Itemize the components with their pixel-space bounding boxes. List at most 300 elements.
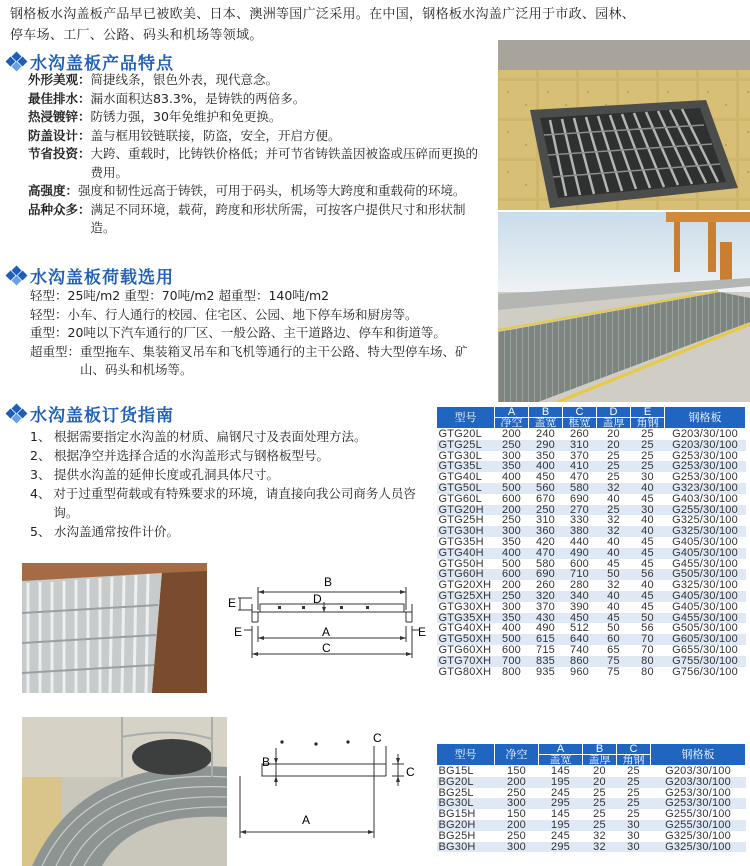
table-cell: G505/30/100	[665, 569, 746, 580]
feature-label: 热浸镀锌：	[28, 109, 91, 124]
load-label: 轻型：	[30, 306, 68, 322]
feature-label: 最佳排水：	[28, 90, 91, 106]
table-cell: 75	[597, 656, 631, 667]
order-number: 1、	[30, 429, 51, 444]
table-cell: G325/30/100	[665, 515, 746, 526]
table-cell: 250	[495, 440, 529, 451]
table-cell: 512	[563, 623, 597, 634]
table-cell: 80	[631, 667, 665, 678]
load-title: 水沟盖板荷载选用	[30, 268, 174, 288]
order-item	[30, 522, 430, 541]
grate-photo-dock	[498, 212, 750, 402]
table-header-cell: C	[617, 744, 651, 755]
table-cell: GTG30L	[437, 451, 495, 462]
table-cell: 500	[495, 483, 529, 494]
feature-text: 满足不同环境，载荷，跨度和形状所需，可按客户提供尺寸和形状制造。	[90, 201, 466, 235]
dim-label-c-top: C	[373, 731, 382, 745]
table-header-cell: 钢格板	[651, 744, 746, 766]
table-cell: 250	[495, 788, 539, 799]
table-cell: GTG25XH	[437, 591, 495, 602]
dim-label-e-left: E	[234, 625, 243, 639]
feature-item	[28, 71, 483, 90]
table-cell: G323/30/100	[665, 483, 746, 494]
feature-label: 节省投资：	[28, 146, 91, 161]
table-subheader-cell: 盖厚	[597, 418, 631, 429]
table-cell: 490	[563, 548, 597, 559]
table-cell: G203/30/100	[651, 766, 746, 777]
features-title: 水沟盖板产品特点	[30, 54, 174, 74]
table-cell: 280	[563, 580, 597, 591]
feature-label: 品种众多：	[28, 201, 91, 217]
dim-label-d: D	[313, 592, 322, 606]
table-cell: 40	[631, 483, 665, 494]
table-cell: 25	[597, 451, 631, 462]
table-cell: 250	[495, 591, 529, 602]
load-list	[30, 287, 485, 380]
dim-label-c: C	[322, 641, 331, 655]
table-cell: 200	[495, 580, 529, 591]
table-cell: BG30L	[437, 798, 495, 809]
table-cell: 260	[563, 429, 597, 440]
table-cell: 580	[563, 483, 597, 494]
table-cell: 25	[617, 798, 651, 809]
table-cell: GTG20L	[437, 429, 495, 440]
dim-label-e-top: E	[228, 596, 237, 610]
table-cell: BG20L	[437, 777, 495, 788]
table-cell: G405/30/100	[665, 537, 746, 548]
table-cell: GTG35H	[437, 537, 495, 548]
table-cell: 300	[495, 798, 539, 809]
feature-text: 漏水面积达83.3%，是铸铁的两倍多。	[90, 90, 306, 106]
table-cell: 25	[631, 461, 665, 472]
table-cell: GTG80XH	[437, 667, 495, 678]
order-item	[30, 484, 430, 522]
table-cell: G755/30/100	[665, 656, 746, 667]
table-header-cell: D	[597, 407, 631, 418]
table-cell: 370	[529, 602, 563, 613]
table-cell: GTG40XH	[437, 623, 495, 634]
order-text: 根据净空并选择合适的水沟盖形式与钢格板型号。	[54, 448, 330, 463]
table-cell: 25	[583, 798, 617, 809]
load-item	[30, 324, 485, 343]
table-cell: GTG50H	[437, 559, 495, 570]
table-cell: GTG25H	[437, 515, 495, 526]
table-cell: 670	[529, 494, 563, 505]
feature-label: 高强度：	[28, 183, 79, 198]
table-header-cell: 型号	[437, 744, 495, 766]
table-cell: G405/30/100	[665, 548, 746, 559]
feature-item	[28, 90, 483, 109]
table-cell: 295	[539, 798, 583, 809]
table-header-cell: B	[529, 407, 563, 418]
table-cell: 350	[495, 613, 529, 624]
table-cell: 60	[597, 634, 631, 645]
table-subheader-cell: 净空	[495, 418, 529, 429]
table-cell: BG25H	[437, 831, 495, 842]
table-cell: 250	[529, 505, 563, 516]
order-item	[30, 446, 430, 465]
table-cell: 835	[529, 656, 563, 667]
feature-text: 简捷线条，银色外表，现代意念。	[90, 72, 279, 87]
table-cell: G325/30/100	[651, 842, 746, 853]
table-header-cell: C	[563, 407, 597, 418]
table-cell: 400	[495, 548, 529, 559]
table-cell: 32	[583, 831, 617, 842]
table-cell: 25	[617, 777, 651, 788]
table-cell: GTG40H	[437, 548, 495, 559]
table-cell: 70	[631, 634, 665, 645]
table-cell: 30	[631, 472, 665, 483]
table-cell: 40	[597, 602, 631, 613]
table-cell: G405/30/100	[665, 602, 746, 613]
table-cell: 290	[529, 440, 563, 451]
table-cell: 40	[597, 591, 631, 602]
table-cell: 960	[563, 667, 597, 678]
feature-label: 防盖设计：	[28, 127, 91, 143]
grate-photo-platform	[22, 717, 227, 866]
feature-item	[28, 145, 483, 182]
table-cell: 200	[495, 820, 539, 831]
table-cell: 195	[539, 777, 583, 788]
table-cell: 360	[529, 526, 563, 537]
table-cell: G403/30/100	[665, 494, 746, 505]
feature-item	[28, 127, 483, 146]
table-cell: 245	[539, 831, 583, 842]
grate-photo-floor	[22, 563, 207, 693]
order-title: 水沟盖板订货指南	[30, 406, 174, 426]
table-cell: 310	[529, 515, 563, 526]
table-cell: 430	[529, 613, 563, 624]
feature-label: 外形美观：	[28, 72, 91, 87]
table-cell: G255/30/100	[665, 505, 746, 516]
table-cell: 145	[539, 809, 583, 820]
table-cell: G655/30/100	[665, 645, 746, 656]
table-cell: 710	[563, 569, 597, 580]
table-cell: 150	[495, 766, 539, 777]
table-cell: 25	[617, 788, 651, 799]
table-cell: 30	[631, 505, 665, 516]
table-row	[437, 602, 746, 613]
table-header-cell: 钢格板	[665, 407, 746, 429]
table-cell: 600	[563, 559, 597, 570]
table-cell: 640	[563, 634, 597, 645]
table-cell: 380	[563, 526, 597, 537]
table-cell: 300	[495, 451, 529, 462]
table-cell: 300	[495, 602, 529, 613]
table-cell: 470	[563, 472, 597, 483]
table-cell: 350	[495, 461, 529, 472]
table-subheader-cell: 盖厚	[583, 755, 617, 766]
table-cell: 200	[495, 429, 529, 440]
order-list	[30, 427, 430, 541]
diamond-icon	[6, 53, 26, 71]
order-text: 水沟盖通常按件计价。	[54, 524, 180, 539]
dim-label-a: A	[322, 625, 331, 639]
order-item	[30, 427, 430, 446]
table-cell: G756/30/100	[665, 667, 746, 678]
load-text: 小车、行人通行的校园、住宅区、公园、地下停车场和厨房等。	[67, 306, 418, 322]
table-cell: GTG30XH	[437, 602, 495, 613]
table-row	[437, 831, 746, 842]
feature-text: 大跨、重载时，比铸铁价格低；并可节省铸铁盖因被盗或压碎而更换的费用。	[90, 146, 479, 180]
table-cell: 50	[597, 623, 631, 634]
table-cell: 45	[597, 613, 631, 624]
table-cell: 420	[529, 537, 563, 548]
table-cell: 260	[529, 580, 563, 591]
table-cell: 56	[631, 569, 665, 580]
table-cell: 450	[529, 472, 563, 483]
table-subheader-cell: 角钢	[617, 755, 651, 766]
table-cell: 65	[597, 645, 631, 656]
table-cell: 440	[563, 537, 597, 548]
table-cell: 560	[529, 483, 563, 494]
table-cell: G253/30/100	[665, 472, 746, 483]
table-cell: G255/30/100	[651, 820, 746, 831]
table-cell: 320	[529, 591, 563, 602]
order-number: 2、	[30, 448, 51, 463]
table-cell: 40	[597, 548, 631, 559]
table-cell: 50	[631, 613, 665, 624]
table-cell: 45	[631, 494, 665, 505]
table-cell: 270	[563, 505, 597, 516]
load-text: 20吨以下汽车通行的厂区、一般公路、主干道路边、停车和街道等。	[67, 325, 446, 340]
table-cell: GTG70XH	[437, 656, 495, 667]
table-header-cell: B	[583, 744, 617, 755]
table-cell: 350	[495, 537, 529, 548]
order-number: 5、	[30, 524, 51, 539]
table-cell: GTG40L	[437, 472, 495, 483]
table-cell: 450	[563, 613, 597, 624]
gtg-cross-section-diagram	[222, 570, 430, 672]
table-cell: BG15L	[437, 766, 495, 777]
table-cell: 250	[495, 831, 539, 842]
gtg-spec-table	[436, 406, 746, 677]
table-cell: G203/30/100	[665, 429, 746, 440]
table-cell: G605/30/100	[665, 634, 746, 645]
table-cell: G455/30/100	[665, 613, 746, 624]
dim-label-e-right: E	[418, 625, 427, 639]
load-classes: 轻型：25吨/m2 重型：70吨/m2 超重型：140吨/m2	[30, 288, 330, 303]
table-cell: 390	[563, 602, 597, 613]
bg-cross-section-diagram	[232, 728, 432, 862]
table-cell: 40	[631, 526, 665, 537]
order-number: 4、	[30, 486, 51, 501]
table-cell: 400	[529, 461, 563, 472]
order-item	[30, 465, 430, 484]
table-cell: G203/30/100	[665, 440, 746, 451]
table-cell: 30	[617, 831, 651, 842]
table-cell: 40	[631, 515, 665, 526]
table-cell: BG15H	[437, 809, 495, 820]
table-cell: G325/30/100	[651, 831, 746, 842]
table-cell: 25	[617, 766, 651, 777]
table-cell: 250	[495, 515, 529, 526]
table-row	[437, 494, 746, 505]
table-cell: 600	[495, 569, 529, 580]
table-subheader-cell: 盖宽	[529, 418, 563, 429]
table-cell: 32	[597, 483, 631, 494]
table-cell: 45	[631, 559, 665, 570]
table-cell: 145	[539, 766, 583, 777]
table-cell: 690	[529, 569, 563, 580]
table-subheader-cell: 角钢	[631, 418, 665, 429]
feature-text: 盖与框用铰链联接，防盗，安全，开启方便。	[90, 127, 341, 143]
table-cell: 25	[617, 809, 651, 820]
table-cell: 25	[631, 429, 665, 440]
load-text: 重型拖车、集装箱叉吊车和飞机等通行的主干公路、特大型停车场、矿山、码头和机场等。	[80, 343, 468, 377]
features-list	[28, 71, 483, 238]
table-row	[437, 777, 746, 788]
table-cell: GTG20XH	[437, 580, 495, 591]
grate-photo-pavement	[498, 40, 750, 210]
table-cell: BG20H	[437, 820, 495, 831]
table-cell: 25	[597, 461, 631, 472]
feature-item	[28, 201, 483, 238]
load-label: 重型：	[30, 325, 68, 340]
intro-line-1: 钢格板水沟盖板产品早已被欧美、日本、澳洲等国广泛采用。在中国，钢格板水沟盖广泛用于市政、园林、	[10, 7, 636, 22]
table-cell: G405/30/100	[665, 591, 746, 602]
table-cell: GTG60L	[437, 494, 495, 505]
table-cell: 580	[529, 559, 563, 570]
table-cell: G325/30/100	[665, 526, 746, 537]
table-cell: 45	[631, 591, 665, 602]
table-cell: 500	[495, 559, 529, 570]
table-row	[437, 548, 746, 559]
table-cell: GTG35XH	[437, 613, 495, 624]
table-cell: 330	[563, 515, 597, 526]
table-cell: 935	[529, 667, 563, 678]
table-cell: 20	[597, 429, 631, 440]
table-cell: 30	[617, 842, 651, 853]
feature-text: 强度和韧性远高于铸铁，可用于码头，机场等大跨度和重载荷的环境。	[78, 183, 466, 198]
table-cell: 150	[495, 809, 539, 820]
table-subheader-cell: 盖宽	[539, 755, 583, 766]
table-cell: 370	[563, 451, 597, 462]
table-cell: 300	[495, 842, 539, 853]
table-cell: 20	[583, 777, 617, 788]
table-header-cell: A	[495, 407, 529, 418]
table-cell: 45	[631, 602, 665, 613]
order-heading	[6, 401, 174, 426]
table-cell: 500	[495, 634, 529, 645]
table-cell: 40	[631, 580, 665, 591]
table-cell: 75	[597, 667, 631, 678]
table-row	[437, 440, 746, 451]
table-cell: GTG25L	[437, 440, 495, 451]
dim-label-c-side: C	[406, 765, 415, 779]
table-cell: 80	[631, 656, 665, 667]
table-cell: 25	[597, 505, 631, 516]
diamond-icon	[6, 405, 26, 423]
table-cell: G203/30/100	[651, 777, 746, 788]
table-row	[437, 656, 746, 667]
table-cell: G253/30/100	[665, 461, 746, 472]
table-subheader-cell: 框宽	[563, 418, 597, 429]
table-cell: 300	[495, 526, 529, 537]
table-cell: GTG50XH	[437, 634, 495, 645]
table-row	[437, 667, 746, 678]
table-cell: 700	[495, 656, 529, 667]
table-cell: 195	[539, 820, 583, 831]
diamond-icon	[6, 267, 26, 285]
table-header-cell: 型号	[437, 407, 495, 429]
feature-item	[28, 108, 483, 127]
table-cell: G505/30/100	[665, 623, 746, 634]
table-header-cell: E	[631, 407, 665, 418]
load-label: 超重型：	[30, 343, 81, 359]
table-cell: 25	[583, 809, 617, 820]
table-cell: 20	[583, 766, 617, 777]
table-cell: 400	[495, 623, 529, 634]
table-cell: 600	[495, 645, 529, 656]
table-cell: G255/30/100	[651, 809, 746, 820]
table-cell: BG25L	[437, 788, 495, 799]
order-text: 提供水沟盖的延伸长度或孔洞具体尺寸。	[54, 467, 280, 482]
table-cell: 32	[583, 842, 617, 853]
dim-label-b: B	[324, 575, 333, 589]
table-cell: 40	[597, 537, 631, 548]
table-cell: 400	[495, 472, 529, 483]
table-cell: 800	[495, 667, 529, 678]
table-cell: 200	[495, 777, 539, 788]
table-cell: 690	[563, 494, 597, 505]
table-row	[437, 842, 746, 853]
table-cell: 340	[563, 591, 597, 602]
table-cell: GTG60XH	[437, 645, 495, 656]
bg-spec-table	[436, 743, 746, 852]
table-cell: 310	[563, 440, 597, 451]
table-cell: 32	[597, 515, 631, 526]
table-header-cell: 净空	[495, 744, 539, 766]
table-cell: G253/30/100	[665, 451, 746, 462]
order-text: 对于过重型荷载或有特殊要求的环境，请直接向我公司商务人员咨询。	[53, 486, 416, 520]
table-cell: 45	[631, 537, 665, 548]
table-cell: GTG20H	[437, 505, 495, 516]
table-cell: 25	[583, 788, 617, 799]
intro-line-2: 停车场、工厂、公路、码头和机场等领域。	[10, 28, 263, 43]
feature-text: 防锈力强，30年免维护和免更换。	[90, 109, 282, 124]
table-cell: 45	[631, 548, 665, 559]
table-cell: 70	[631, 645, 665, 656]
table-cell: 715	[529, 645, 563, 656]
table-cell: 240	[529, 429, 563, 440]
table-cell: 20	[597, 440, 631, 451]
table-cell: 600	[495, 494, 529, 505]
load-item	[30, 343, 485, 380]
table-cell: G325/30/100	[665, 580, 746, 591]
table-cell: 350	[529, 451, 563, 462]
load-heading	[6, 263, 174, 288]
table-cell: 200	[495, 505, 529, 516]
table-cell: 245	[539, 788, 583, 799]
table-cell: 490	[529, 623, 563, 634]
table-cell: 295	[539, 842, 583, 853]
table-cell: 50	[597, 569, 631, 580]
order-number: 3、	[30, 467, 51, 482]
table-cell: G253/30/100	[651, 798, 746, 809]
table-cell: 45	[597, 559, 631, 570]
table-cell: G455/30/100	[665, 559, 746, 570]
table-cell: 30	[617, 820, 651, 831]
table-cell: G253/30/100	[651, 788, 746, 799]
table-cell: 25	[597, 472, 631, 483]
table-cell: 740	[563, 645, 597, 656]
table-cell: GTG35L	[437, 461, 495, 472]
table-cell: 56	[631, 623, 665, 634]
table-cell: GTG30H	[437, 526, 495, 537]
feature-item	[28, 182, 483, 201]
table-cell: 25	[631, 440, 665, 451]
